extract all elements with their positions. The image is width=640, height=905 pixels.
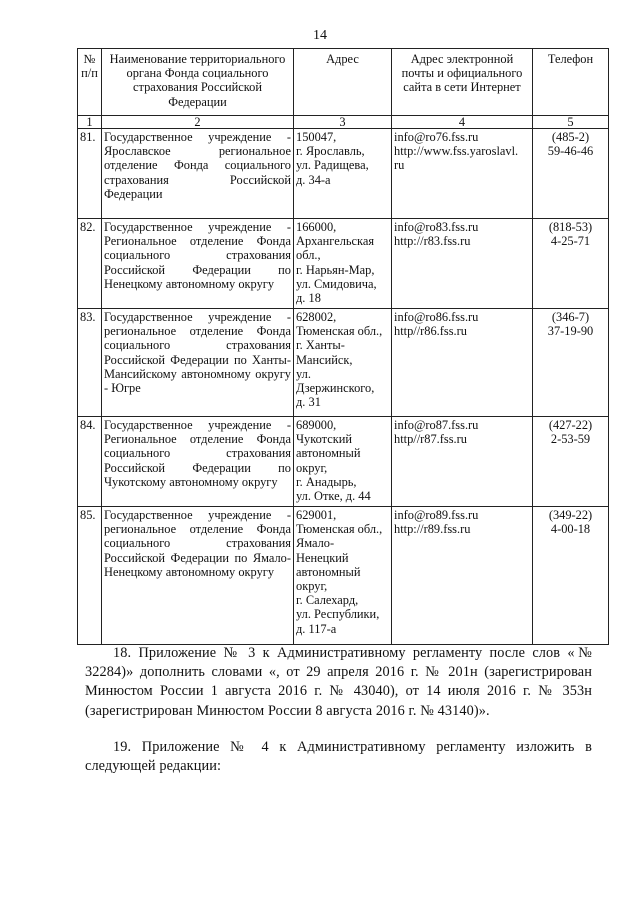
phone — [533, 507, 609, 645]
address-line: Ненецкий — [296, 550, 349, 565]
column-index: 1 — [78, 116, 102, 129]
address-line: ул. Отке, д. 44 — [296, 489, 371, 504]
phone-line: 37-19-90 — [547, 324, 594, 339]
address-line: г. Салехард, — [296, 593, 359, 608]
address-line: г. Ярославль, — [296, 144, 365, 159]
address-line: 629001, — [296, 508, 337, 522]
address-line: д. 31 — [296, 395, 321, 410]
phone-line: (346-7) — [551, 310, 590, 324]
address-line: Мансийск, — [296, 352, 353, 367]
address-line: Чукотский — [296, 432, 353, 447]
address-line: г. Ханты- — [296, 338, 345, 353]
header-phone: Телефон — [533, 49, 609, 116]
header-address: Адрес — [294, 49, 392, 116]
table-body — [78, 129, 609, 645]
email-and-site — [392, 507, 533, 645]
address-line: ул. Смидовича, — [296, 276, 377, 291]
row-number: 82. — [78, 219, 102, 309]
email-address: info@ro87.fss.ru — [394, 418, 479, 432]
phone-line: (427-22) — [548, 418, 593, 432]
table-header-row — [78, 49, 609, 116]
website-url: http//r87.fss.ru — [394, 432, 467, 447]
column-index: 3 — [294, 116, 392, 129]
address-line: г. Анадырь, — [296, 474, 357, 489]
address-line: Архангельская — [296, 234, 375, 249]
header-name: Наименование территориального органа Фонда социального страхования Российской Федерации — [102, 49, 294, 116]
address-line: автономный — [296, 564, 361, 579]
address-line: 166000, — [296, 220, 337, 234]
address — [294, 309, 392, 417]
row-number: 84. — [78, 417, 102, 507]
phone-line: 59-46-46 — [547, 144, 594, 159]
column-index: 2 — [102, 116, 294, 129]
address-line: ул. Радищева, — [296, 158, 369, 173]
header-num: № п/п — [78, 49, 102, 116]
website-url: http://r83.fss.ru — [394, 234, 471, 249]
column-index: 4 — [392, 116, 533, 129]
paragraph-19: 19. Приложение № 4 к Административному регламенту изложить в следующей редакции: — [85, 739, 592, 775]
organization-name: Государственное учреждение - Региональное отделение Фонда социального страхования Российской Федерации по Ненецкому автономному округу — [102, 219, 294, 309]
phone-line: (818-53) — [548, 220, 593, 234]
phone — [533, 309, 609, 417]
phone — [533, 219, 609, 309]
email-address: info@ro83.fss.ru — [394, 220, 479, 234]
website-url: http://r89.fss.ru — [394, 522, 471, 537]
address — [294, 507, 392, 645]
phone-line: (349-22) — [548, 508, 593, 522]
website-url: http//r86.fss.ru — [394, 324, 467, 339]
email-and-site — [392, 309, 533, 417]
address-line: д. 34-а — [296, 172, 331, 187]
table-row — [78, 309, 609, 417]
address-line: Дзержинского, — [296, 381, 375, 396]
address — [294, 219, 392, 309]
address-line: ул. Республики, — [296, 607, 380, 622]
address-line: ул. — [296, 366, 311, 381]
email-and-site — [392, 417, 533, 507]
header-email-site: Адрес электронной почты и официального сайта в сети Интернет — [392, 49, 533, 116]
table-row — [78, 417, 609, 507]
website-url: http://www.fss.yaroslavl. — [394, 144, 519, 159]
address-line: 628002, — [296, 310, 337, 324]
phone-line: 2-53-59 — [550, 432, 591, 447]
organization-name: Государственное учреждение - Ярославское региональное отделение Фонда социального страхования Российской Федерации — [102, 129, 294, 219]
email-and-site — [392, 129, 533, 219]
table-row — [78, 507, 609, 645]
website-url: ru — [394, 158, 405, 173]
row-number: 85. — [78, 507, 102, 645]
column-index-row — [78, 116, 609, 129]
address-line: обл., — [296, 248, 321, 263]
address-line: автономный — [296, 446, 361, 461]
address-line: д. 117-а — [296, 621, 337, 636]
email-address: info@ro89.fss.ru — [394, 508, 479, 522]
address-line: округ, — [296, 579, 328, 594]
organization-name: Государственное учреждение - региональное отделение Фонда социального страхования Российской Федерации по Ханты-Мансийскому автономному округу - Югре — [102, 309, 294, 417]
table-row — [78, 129, 609, 219]
column-index: 5 — [533, 116, 609, 129]
organization-name: Государственное учреждение - региональное отделение Фонда социального страхования Российской Федерации по Ямало-Ненецкому автономному округу — [102, 507, 294, 645]
phone — [533, 129, 609, 219]
address-line: Тюменская обл., — [296, 522, 383, 537]
table-row — [78, 219, 609, 309]
row-number: 83. — [78, 309, 102, 417]
address-line: г. Нарьян-Мар, — [296, 262, 375, 277]
paragraph-18: 18. Приложение № 3 к Административному регламенту после слов «№ 32284)» дополнить словами «, от 29 апреля 2016 г. № 201н (зарегистрирован Минюстом России 1 августа 2016 г. № 43040), от 14 июля 2016 г. № 353н (зарегистрирован Минюстом России 8 августа 2016 г. № 43140)». — [85, 645, 592, 719]
row-number: 81. — [78, 129, 102, 219]
phone-line: 4-00-18 — [550, 522, 591, 537]
fss-offices-table — [77, 48, 609, 645]
email-and-site — [392, 219, 533, 309]
address-line: Тюменская обл., — [296, 324, 383, 339]
phone — [533, 417, 609, 507]
organization-name: Государственное учреждение - Региональное отделение Фонда социального страхования Российской Федерации по Чукотскому автономному округу — [102, 417, 294, 507]
email-address: info@ro86.fss.ru — [394, 310, 479, 324]
address-line: 689000, — [296, 418, 337, 432]
address — [294, 417, 392, 507]
page-number: 14 — [313, 28, 327, 43]
phone-line: (485-2) — [551, 130, 590, 144]
email-address: info@ro76.fss.ru — [394, 130, 479, 144]
address-line: округ, — [296, 460, 328, 475]
address-line: д. 18 — [296, 291, 321, 306]
address-line: Ямало- — [296, 536, 335, 551]
address-line: 150047, — [296, 130, 337, 144]
address — [294, 129, 392, 219]
phone-line: 4-25-71 — [550, 234, 591, 249]
